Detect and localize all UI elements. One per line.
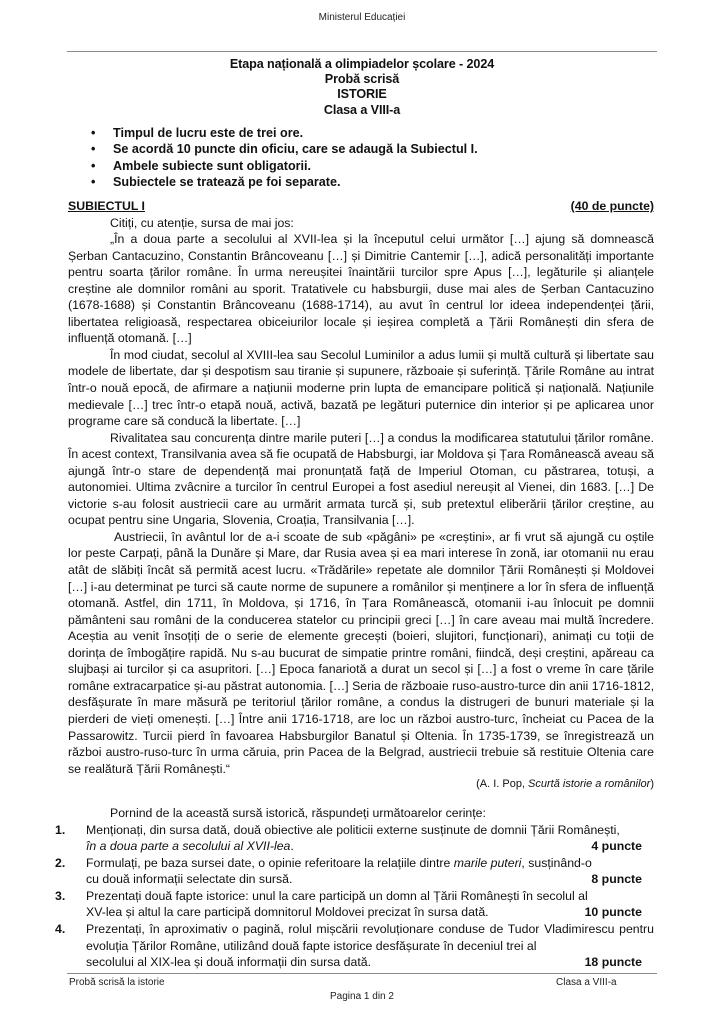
subject-heading [68,198,654,215]
rule-item: • Se acordă 10 puncte din oficiu, care se adaugă la Subiectul I. [91,142,478,157]
footer-exam-label: Probă scrisă la istorie [69,977,165,988]
rule-item: • Ambele subiecte sunt obligatorii. [91,158,312,173]
header-divider [67,51,657,52]
task-item: 2. Formulați, pe baza sursei date, o opinie referitoare la relațiile dintre marile puteri, susținând-o cu două informații selectate din sursă. 8 puncte [68,855,654,888]
task-number: 2. [55,855,66,870]
header-ministry: Ministerul Educației [318,12,406,23]
source-paragraph: Austriecii, în avântul lor de a-i scoate de sub «păgâni» pe «creștini», ar fi vrut să ajungă cu oștile lor peste Carpați, până la Dunăre și Mare, dar Rusia avea și ea mari interese în zonă, iar otomanii nu erau atât de slăbiți încât să permită acest lucru. «Trădările» repetate ale domnilor Țării Românești și Moldovei […] i-au determinat pe turci să caute norme de supunere a românilor și menținere a lor în sfera de influență otomană. Astfel, din 1711, în Moldova, și 1716, în Țara Românească, otomanii i-au înlocuit pe domnii pământeni sau români de la conducerea statelor cu principii greci […] în care aveau mai multă încredere. Aceștia au venit însoțiți de o serie de elemente grecești (boieri, slujitori, funcționari), animați cu toții de dorința de îmbogățire rapidă. Nu s-au bucurat de simpatie printre români, fiindcă, deși creștini, apăreau ca slujbași ai turcilor și ca asupritori. […] Epoca fanariotă a durat un secol și […] a fost o vreme în care țările române extracarpatice și-au păstrat autonomia. […] Seria de războaie ruso-austro-turce din anii 1716-1812, desfășurate în mare măsură pe teritoriul țărilor române, a condus la distrugeri de bunuri materiale și la pierderi de vieți omenești. […] Între anii 1716-1718, are loc un război austro-turc, încheiat cu Pacea de la Passarowitz. Turcii pierd în favoarea Habsburgilor Banatul și Oltenia. În 1735-1739, se înregistrează un război austro-ruso-turc în urma căruia, prin Pacea de la Belgrad, austriecii trebuie să restituie Oltenia care se realătură Țării Românești.“ [68,529,654,776]
tasks-intro: Pornind de la această sursă istorică, răspundeți următoarelor cerințe: [110,806,486,821]
tasks-list [55,822,654,971]
bullet-icon: • [91,126,96,140]
instruction-text: Citiți, cu atenție, sursa de mai jos: [110,215,294,230]
citation-book-title: Scurtă istorie a românilor [528,778,651,791]
exam-type: Probă scrisă [324,72,400,87]
task-item: 1. Menționați, din sursa dată, două obiective ale politicii externe susținute de domnii Țării Românești, în a doua parte a secolului al XVII-lea. 4 puncte [68,822,654,855]
task-points: 18 puncte [584,955,642,970]
task-number: 3. [55,888,66,903]
task-number: 4. [55,921,66,936]
task-points: 10 puncte [584,905,642,920]
task-item: 4. Prezentați, în aproximativ o pagină, rolul mișcării revoluționare conduse de Tudor Vladimirescu pentru evoluția Țărilor Române, utilizând două fapte istorice desfășurate în deceniul trei al secolului al XIX-lea și două informații din sursa dată. 18 puncte [55,921,654,970]
exam-rules-list [88,125,478,191]
bullet-icon: • [91,175,96,190]
source-citation: (A. I. Pop, Scurtă istorie a românilor) [476,778,654,791]
exam-title-block [0,57,724,118]
footer-grade-label: Clasa a VIII-a [556,977,617,988]
page-number: Pagina 1 din 2 [330,991,394,1002]
source-paragraph: În mod ciudat, secolul al XVIII-lea sau Secolul Luminilor a adus lumii și multă cultură și libertate sau modele de libertate, dar și despotism sau tiranie și supunere, războaie și suferință. Țările Române au intrat într-o nouă epocă, de afirmare a națiunii moderne prin lupta de emancipare politică și națională. Națiunile medievale […] trec într-o etapă nouă, activă, bazată pe legături puternice din interior și pe aplicarea unor programe care să conducă la libertate. […] [68,347,654,429]
footer-divider [67,973,657,974]
bullet-icon: • [91,158,96,173]
bullet-icon: • [91,142,96,157]
rule-item: • Subiectele se tratează pe foi separate. [91,175,341,190]
subject-title: SUBIECTUL I [68,199,145,213]
exam-title: Etapa națională a olimpiadelor școlare - 2024 [229,57,495,71]
source-paragraph: „În a doua parte a secolului al XVII-lea și la începutul celui următor […] ajung să domnească Șerban Cantacuzino, Constantin Brâncoveanu […] și Dimitrie Cantemir […], adică personalități importante pentru soarta țărilor române. În urma nereușitei înaintării turcilor spre Apus […], legăturile și alianțele creștine ale domnilor români au sporit. Tratativele cu habsburgii, duse mai ales de Șerban Cantacuzino (1678-1688) și Constantin Brâncoveanu (1688-1714), au avut în centrul lor ideea independenței țării, libertatea religioasă, respectarea obiceiurilor locale și ieșirea completă a Țării Românești din sfera de influență otomană. […] [68,232,654,346]
exam-grade: Clasa a VIII-a [323,102,401,117]
exam-subject: ISTORIE [337,87,387,102]
subject-section [55,198,654,971]
task-points: 4 puncte [591,839,642,854]
source-paragraph: Rivalitatea sau concurența dintre marile puteri […] a condus la modificarea statutului țărilor române. În acest context, Transilvania avea să fie ocupată de Habsburgi, iar Moldova și Țara Românească aveau să ajungă într-o stare de dependență mai pronunțată față de Imperiul Otoman, cu păstrarea, totuși, a autonomiei. Ultima zvâcnire a turcilor în centrul Europei a fost asediul nereușit al Vienei, din 1683. […] De victorie s-au folosit austriecii care au urmărit armata turcă și, sub pretextul eliberării țărilor creștine, au ocupat pentru sine Ungaria, Slovenia, Croația, Transilvania […]. [68,430,654,528]
rule-item: • Timpul de lucru este de trei ore. [91,126,304,140]
task-number: 1. [55,822,66,837]
task-item: 3. Prezentați două fapte istorice: unul la care participă un domn al Țării Românești în secolul al XV-lea și altul la care participă domnitorul Moldovei precizat în sursa dată. 10 puncte [68,888,654,921]
task-points: 8 puncte [591,872,642,887]
subject-points: (40 de puncte) [570,199,654,213]
